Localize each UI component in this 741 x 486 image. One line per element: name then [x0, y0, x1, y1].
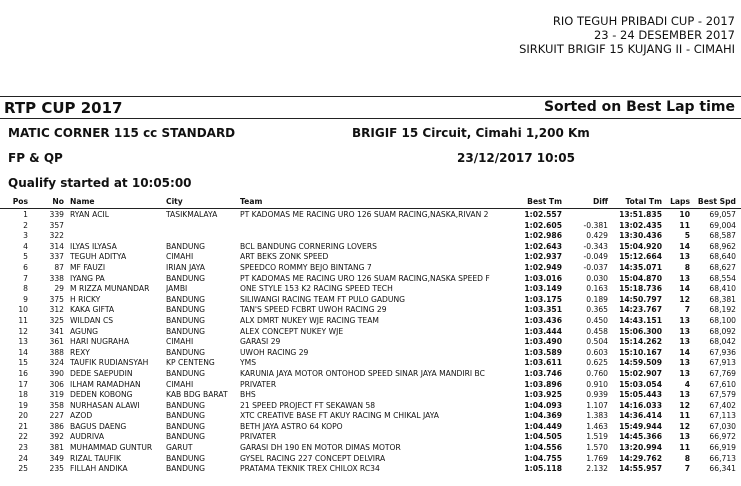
table-row	[0, 327, 741, 338]
cell-spd: 67,579	[709, 390, 736, 400]
cell-team: GYSEL RACING 227 CONCEPT DELVIRA	[240, 453, 386, 463]
cell-city: CIMAHI	[166, 379, 194, 389]
cell-diff: 0.939	[586, 390, 608, 400]
cell-pos: 24	[18, 453, 28, 463]
col-city: City	[166, 197, 183, 206]
col-name: Name	[70, 197, 95, 206]
cell-diff: 1.519	[586, 432, 608, 442]
cell-diff: 0.603	[586, 347, 608, 357]
cell-spd: 68,554	[709, 273, 736, 283]
cell-pos: 13	[18, 337, 28, 347]
header-divider	[0, 118, 741, 119]
results-table	[0, 210, 741, 475]
cell-best: 1:03.589	[524, 347, 562, 357]
cell-best: 1:04.093	[524, 400, 562, 410]
cell-laps: 13	[679, 315, 690, 325]
cell-city: GARUT	[166, 443, 193, 453]
cell-team: XTC CREATIVE BASE FT AKUY RACING M CHIKAL JAYA	[240, 411, 439, 421]
cell-name: TAUFIK RUDIANSYAH	[70, 358, 149, 368]
cell-laps: 11	[679, 443, 690, 453]
col-no: No	[52, 197, 64, 206]
cell-total: 14:29.762	[619, 453, 662, 463]
cell-diff: 0.625	[586, 358, 608, 368]
cell-laps: 13	[679, 337, 690, 347]
cell-laps: 12	[679, 421, 690, 431]
cell-diff: 2.132	[586, 464, 608, 474]
cell-spd: 66,919	[709, 443, 736, 453]
table-row	[0, 401, 741, 412]
cell-team: PRATAMA TEKNIK TREX CHILOX RC34	[240, 464, 380, 474]
cell-total: 15:05.443	[619, 390, 662, 400]
table-divider	[0, 208, 741, 209]
cell-laps: 8	[684, 453, 690, 463]
cell-no: 390	[49, 368, 64, 378]
cell-best: 1:03.175	[524, 294, 562, 304]
cell-total: 15:03.054	[619, 379, 662, 389]
cell-best: 1:03.490	[524, 337, 562, 347]
cell-spd: 68,042	[709, 337, 736, 347]
cell-name: DEDEN KOBONG	[70, 390, 133, 400]
cell-no: 306	[49, 379, 64, 389]
cell-no: 314	[49, 241, 64, 251]
cell-city: BANDUNG	[166, 294, 206, 304]
table-row	[0, 422, 741, 433]
cell-name: DEDE SAEPUDIN	[70, 368, 133, 378]
cell-laps: 13	[679, 252, 690, 262]
cell-team: GARASI 29	[240, 337, 281, 347]
cell-spd: 68,092	[709, 326, 736, 336]
cell-spd: 68,381	[709, 294, 736, 304]
cell-spd: 67,936	[709, 347, 736, 357]
cell-pos: 14	[18, 347, 28, 357]
cell-city: BANDUNG	[166, 241, 206, 251]
table-row	[0, 221, 741, 232]
cell-total: 13:20.994	[619, 443, 662, 453]
cell-best: 1:03.896	[524, 379, 562, 389]
cell-no: 357	[49, 220, 64, 230]
cell-name: MF FAUZI	[70, 262, 106, 272]
cell-total: 15:14.262	[619, 337, 662, 347]
col-diff: Diff	[592, 197, 608, 206]
cell-no: 227	[49, 411, 64, 421]
cell-best: 1:03.611	[524, 358, 562, 368]
cell-best: 1:03.444	[524, 326, 562, 336]
table-row	[0, 358, 741, 369]
cell-laps: 7	[684, 464, 690, 474]
cell-name: HARI NUGRAHA	[70, 337, 130, 347]
cell-city: CIMAHI	[166, 252, 194, 262]
cell-city: BANDUNG	[166, 411, 206, 421]
cell-diff: 0.429	[586, 231, 608, 241]
qualify-start: Qualify started at 10:05:00	[8, 176, 192, 190]
cell-city: BANDUNG	[166, 400, 206, 410]
table-row	[0, 464, 741, 475]
cell-total: 14:16.033	[619, 400, 662, 410]
cup-title: RTP CUP 2017	[4, 99, 123, 117]
cell-city: BANDUNG	[166, 453, 206, 463]
cell-team: UWOH RACING 29	[240, 347, 309, 357]
cell-best: 1:03.016	[524, 273, 562, 283]
cell-city: BANDUNG	[166, 421, 206, 431]
sort-note: Sorted on Best Lap time	[543, 99, 735, 115]
table-row	[0, 284, 741, 295]
cell-laps: 13	[679, 390, 690, 400]
cell-team: YMS	[240, 358, 257, 368]
cell-total: 15:18.736	[619, 284, 662, 294]
cell-diff: 1.463	[586, 421, 608, 431]
cell-city: BANDUNG	[166, 273, 206, 283]
cell-team: ONE STYLE 153 K2 RACING SPEED TECH	[240, 284, 393, 294]
cell-city: BANDUNG	[166, 326, 206, 336]
cell-name: KAKA GIFTA	[70, 305, 115, 315]
cell-diff: -0.343	[583, 241, 608, 251]
cell-pos: 9	[23, 294, 28, 304]
cell-name: MUHAMMAD GUNTUR	[70, 443, 153, 453]
cell-best: 1:03.925	[524, 390, 562, 400]
cell-spd: 66,341	[709, 464, 736, 474]
cell-no: 322	[49, 231, 64, 241]
cell-city: KAB BDG BARAT	[166, 390, 228, 400]
cell-laps: 12	[679, 294, 690, 304]
cell-spd: 68,962	[709, 241, 736, 251]
cell-total: 15:06.300	[619, 326, 662, 336]
cell-pos: 12	[18, 326, 28, 336]
cell-laps: 13	[679, 273, 690, 283]
cell-no: 235	[49, 464, 64, 474]
cell-spd: 67,113	[709, 411, 736, 421]
cell-diff: 1.570	[586, 443, 608, 453]
cell-pos: 20	[18, 411, 28, 421]
table-row	[0, 274, 741, 285]
cell-name: IYANG PA	[70, 273, 105, 283]
cell-name: FILLAH ANDIKA	[70, 464, 128, 474]
cell-team: KARUNIA JAYA MOTOR ONTOHOD SPEED SINAR JAYA MANDIRI BC	[240, 368, 485, 378]
col-total: Total Tm	[625, 197, 662, 206]
cell-team: TAN'S SPEED FCBRT UWOH RACING 29	[240, 305, 387, 315]
cell-no: 381	[49, 443, 64, 453]
cell-spd: 66,713	[709, 453, 736, 463]
cell-total: 14:43.151	[619, 315, 662, 325]
cell-best: 1:02.643	[524, 241, 562, 251]
col-pos: Pos	[12, 197, 28, 206]
cell-best: 1:04.556	[524, 443, 562, 453]
cell-diff: -0.049	[583, 252, 608, 262]
cell-total: 14:23.767	[619, 305, 662, 315]
cell-pos: 2	[23, 220, 28, 230]
cell-best: 1:03.746	[524, 368, 562, 378]
cell-best: 1:04.369	[524, 411, 562, 421]
cell-city: BANDUNG	[166, 432, 206, 442]
cell-total: 15:04.920	[619, 241, 662, 251]
cell-laps: 5	[684, 231, 690, 241]
cell-name: REXY	[70, 347, 90, 357]
cell-total: 14:45.366	[619, 432, 662, 442]
cell-name: RIZAL TAUFIK	[70, 453, 121, 463]
cell-no: 312	[49, 305, 64, 315]
table-row	[0, 443, 741, 454]
cell-diff: -0.381	[583, 220, 608, 230]
cell-spd: 67,769	[709, 368, 736, 378]
cell-name: BAGUS DAENG	[70, 421, 127, 431]
cell-no: 349	[49, 453, 64, 463]
col-team: Team	[240, 197, 263, 206]
cell-spd: 67,913	[709, 358, 736, 368]
cell-laps: 14	[679, 241, 690, 251]
cell-no: 337	[49, 252, 64, 262]
cell-team: GARASI DH 190 EN MOTOR DIMAS MOTOR	[240, 443, 401, 453]
table-row	[0, 252, 741, 263]
cell-name: AZOD	[70, 411, 93, 421]
cell-best: 1:05.118	[524, 464, 562, 474]
table-row	[0, 316, 741, 327]
cell-team: ART BEKS ZONK SPEED	[240, 252, 329, 262]
cell-team: SILIWANGI RACING TEAM FT PULO GADUNG	[240, 294, 406, 304]
cell-team: PT KADOMAS ME RACING URO 126 SUAM RACING,NASKA,RIVAN 2	[240, 210, 489, 219]
cell-pos: 23	[18, 443, 28, 453]
cell-spd: 67,402	[709, 400, 736, 410]
cell-pos: 11	[18, 315, 28, 325]
cell-laps: 11	[679, 411, 690, 421]
cell-diff: 0.458	[586, 326, 608, 336]
cell-city: TASIKMALAYA	[166, 210, 218, 219]
cell-laps: 12	[679, 400, 690, 410]
cell-spd: 66,972	[709, 432, 736, 442]
cell-pos: 19	[18, 400, 28, 410]
cell-name: ILHAM RAMADHAN	[70, 379, 141, 389]
cell-diff: 0.504	[586, 337, 608, 347]
cell-no: 87	[54, 262, 64, 272]
cell-spd: 68,192	[709, 305, 736, 315]
session-datetime: 23/12/2017 10:05	[457, 151, 575, 165]
table-row	[0, 295, 741, 306]
event-venue: SIRKUIT BRIGIF 15 KUJANG II - CIMAHI	[519, 42, 735, 56]
cell-pos: 3	[23, 231, 28, 241]
cell-best: 1:02.986	[524, 231, 562, 241]
cell-no: 324	[49, 358, 64, 368]
cell-diff: 0.910	[586, 379, 608, 389]
cell-diff: 0.760	[586, 368, 608, 378]
cell-laps: 13	[679, 358, 690, 368]
cell-no: 358	[49, 400, 64, 410]
cell-spd: 68,587	[709, 231, 736, 241]
class-name: MATIC CORNER 115 cc STANDARD	[8, 126, 236, 140]
cell-diff: 0.030	[586, 273, 608, 283]
cell-best: 1:03.436	[524, 315, 562, 325]
cell-no: 375	[49, 294, 64, 304]
cell-team: 21 SPEED PROJECT FT SEKAWAN 58	[240, 400, 376, 410]
cell-best: 1:04.505	[524, 432, 562, 442]
col-laps: Laps	[670, 197, 690, 206]
cell-laps: 13	[679, 432, 690, 442]
cell-spd: 69,004	[709, 220, 736, 230]
cell-name: WILDAN CS	[70, 315, 114, 325]
col-best: Best Tm	[527, 197, 562, 206]
cell-spd: 67,610	[709, 379, 736, 389]
cell-name: RYAN ACIL	[70, 210, 109, 219]
cell-pos: 22	[18, 432, 28, 442]
cell-diff: -0.037	[583, 262, 608, 272]
cell-best: 1:04.755	[524, 453, 562, 463]
cell-no: 341	[49, 326, 64, 336]
cell-best: 1:03.351	[524, 305, 562, 315]
cell-name: AUDRIVA	[70, 432, 105, 442]
cell-no: 361	[49, 337, 64, 347]
cell-total: 13:51.835	[619, 210, 662, 219]
cell-name: ILYAS ILYASA	[70, 241, 117, 251]
table-row	[0, 390, 741, 401]
cell-team: PRIVATER	[240, 432, 277, 442]
cell-diff: 0.163	[586, 284, 608, 294]
cell-total: 14:35.071	[619, 262, 662, 272]
cell-best: 1:02.949	[524, 262, 562, 272]
cell-laps: 8	[684, 262, 690, 272]
cell-team: ALEX CONCEPT NUKEY WJE	[240, 326, 344, 336]
cell-city: BANDUNG	[166, 305, 206, 315]
cell-laps: 7	[684, 305, 690, 315]
cell-no: 388	[49, 347, 64, 357]
table-row	[0, 348, 741, 359]
cell-total: 15:02.907	[619, 368, 662, 378]
cell-no: 325	[49, 315, 64, 325]
cell-pos: 10	[18, 305, 28, 315]
cell-spd: 69,057	[709, 210, 736, 219]
cell-best: 1:03.149	[524, 284, 562, 294]
circuit-info: BRIGIF 15 Circuit, Cimahi 1,200 Km	[352, 126, 590, 140]
cell-total: 14:50.797	[619, 294, 662, 304]
cell-laps: 14	[679, 347, 690, 357]
table-row	[0, 411, 741, 422]
cell-pos: 7	[23, 273, 28, 283]
table-row	[0, 231, 741, 242]
cell-team: SPEEDCO ROMMY BEJO BINTANG 7	[240, 262, 372, 272]
event-header	[519, 14, 735, 56]
cell-city: BANDUNG	[166, 368, 206, 378]
cell-pos: 18	[18, 390, 28, 400]
cell-spd: 68,627	[709, 262, 736, 272]
cell-pos: 15	[18, 358, 28, 368]
cell-laps: 14	[679, 284, 690, 294]
cell-diff: 0.189	[586, 294, 608, 304]
cell-team: PT KADOMAS ME RACING URO 126 SUAM RACING,NASKA SPEED F	[240, 273, 490, 283]
table-row	[0, 369, 741, 380]
cell-diff: 1.383	[586, 411, 608, 421]
cell-pos: 5	[23, 252, 28, 262]
cell-best: 1:04.449	[524, 421, 562, 431]
cell-total: 13:02.435	[619, 220, 662, 230]
results-header	[0, 197, 741, 207]
cell-best: 1:02.937	[524, 252, 562, 262]
cell-team: BHS	[240, 390, 256, 400]
cell-best: 1:02.557	[524, 210, 562, 219]
table-row	[0, 242, 741, 253]
cell-name: H RICKY	[70, 294, 101, 304]
cell-city: KP CENTENG	[166, 358, 215, 368]
cell-pos: 25	[18, 464, 28, 474]
cell-team: BETH JAYA ASTRO 64 KOPO	[240, 421, 343, 431]
cell-spd: 67,030	[709, 421, 736, 431]
cell-city: CIMAHI	[166, 337, 194, 347]
cell-name: TEGUH ADITYA	[70, 252, 127, 262]
cell-team: ALX DMRT NUKEY WJE RACING TEAM	[240, 315, 379, 325]
table-row	[0, 263, 741, 274]
cell-laps: 13	[679, 326, 690, 336]
cell-total: 14:55.957	[619, 464, 662, 474]
cell-pos: 6	[23, 262, 28, 272]
table-row	[0, 337, 741, 348]
cell-name: M RIZZA MUNANDAR	[70, 284, 150, 294]
table-row	[0, 454, 741, 465]
cell-no: 29	[54, 284, 64, 294]
cell-pos: 17	[18, 379, 28, 389]
session-name: FP & QP	[8, 151, 63, 165]
cell-spd: 68,640	[709, 252, 736, 262]
cell-best: 1:02.605	[524, 220, 562, 230]
cell-pos: 8	[23, 284, 28, 294]
cell-pos: 1	[23, 210, 28, 219]
cell-spd: 68,100	[709, 315, 736, 325]
cell-diff: 1.769	[586, 453, 608, 463]
cell-pos: 4	[23, 241, 28, 251]
table-row	[0, 432, 741, 443]
cell-city: BANDUNG	[166, 464, 206, 474]
cell-laps: 4	[684, 379, 690, 389]
cell-total: 15:10.167	[619, 347, 662, 357]
cell-no: 319	[49, 390, 64, 400]
cell-total: 15:04.870	[619, 273, 662, 283]
cell-laps: 13	[679, 368, 690, 378]
cell-spd: 68,410	[709, 284, 736, 294]
cell-no: 392	[49, 432, 64, 442]
cell-no: 339	[49, 210, 64, 219]
cell-diff: 0.365	[586, 305, 608, 315]
cell-total: 13:30.436	[619, 231, 662, 241]
cell-pos: 21	[18, 421, 28, 431]
cell-laps: 10	[679, 210, 690, 219]
cell-laps: 11	[679, 220, 690, 230]
cell-diff: 0.450	[586, 315, 608, 325]
cell-team: BCL BANDUNG CORNERING LOVERS	[240, 241, 377, 251]
top-divider	[0, 96, 741, 97]
cell-total: 14:59.509	[619, 358, 662, 368]
cell-no: 338	[49, 273, 64, 283]
cell-city: BANDUNG	[166, 315, 206, 325]
table-row	[0, 210, 741, 221]
cell-team: PRIVATER	[240, 379, 277, 389]
event-title: RIO TEGUH PRIBADI CUP - 2017	[552, 14, 735, 28]
cell-total: 15:12.664	[619, 252, 662, 262]
cell-pos: 16	[18, 368, 28, 378]
cell-name: AGUNG	[70, 326, 99, 336]
cell-city: IRIAN JAYA	[166, 262, 205, 272]
cell-city: BANDUNG	[166, 347, 206, 357]
event-dates: 23 - 24 DESEMBER 2017	[593, 28, 735, 42]
cell-city: JAMBI	[166, 284, 188, 294]
cell-no: 386	[49, 421, 64, 431]
col-spd: Best Spd	[697, 197, 736, 206]
cell-total: 14:36.414	[619, 411, 662, 421]
table-row	[0, 305, 741, 316]
table-row	[0, 380, 741, 391]
cell-total: 15:49.944	[619, 421, 662, 431]
cell-name: NURHASAN ALAWI	[70, 400, 140, 410]
cell-diff: 1.107	[586, 400, 608, 410]
